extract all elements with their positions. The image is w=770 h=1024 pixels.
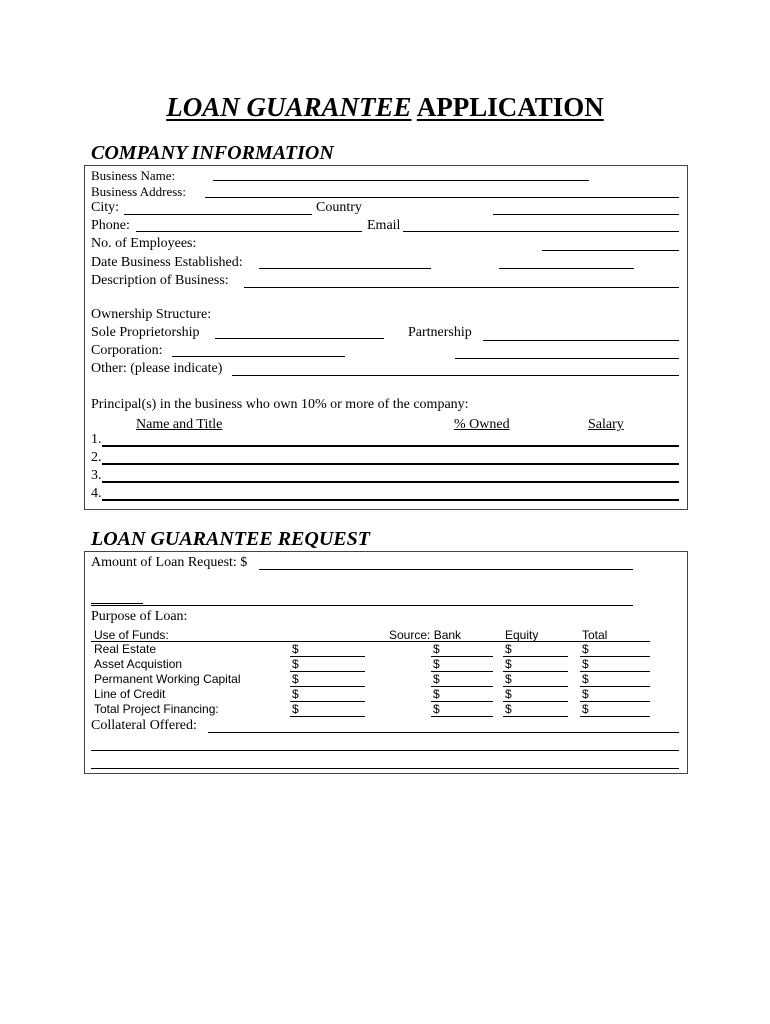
sole-proprietorship-label: Sole Proprietorship <box>91 325 200 340</box>
col-name-title: Name and Title <box>136 417 223 432</box>
line-of-credit-amount-field[interactable] <box>290 701 365 702</box>
principal-row-2-label: 2. <box>91 450 102 465</box>
total-financing-amount-field[interactable] <box>290 716 365 717</box>
partnership-label: Partnership <box>408 325 472 340</box>
real-estate-bank-dollar: $ <box>433 642 440 656</box>
collateral-field-1[interactable] <box>208 732 679 733</box>
country-field[interactable] <box>493 214 679 215</box>
business-name-label: Business Name: <box>91 168 176 183</box>
asset-equity-field[interactable] <box>503 671 568 672</box>
other-field[interactable] <box>232 375 679 376</box>
col-percent-owned: % Owned <box>454 417 510 432</box>
corporation-extra-field[interactable] <box>455 358 679 359</box>
principal-row-1-label: 1. <box>91 432 102 447</box>
working-capital-bank-dollar: $ <box>433 672 440 686</box>
line-of-credit-total-dollar: $ <box>582 687 589 701</box>
country-label: Country <box>316 200 362 215</box>
email-label: Email <box>367 218 401 233</box>
phone-field[interactable] <box>136 231 362 232</box>
employees-field[interactable] <box>542 250 679 251</box>
sole-proprietorship-field[interactable] <box>215 338 384 339</box>
asset-total-field[interactable] <box>580 671 650 672</box>
line-of-credit-bank-field[interactable] <box>431 701 493 702</box>
loan-request-heading: LOAN GUARANTEE REQUEST <box>91 528 370 550</box>
title-part-1: LOAN GUARANTEE <box>166 92 412 122</box>
collateral-label: Collateral Offered: <box>91 718 197 733</box>
working-capital-equity-dollar: $ <box>505 672 512 686</box>
line-of-credit-dollar: $ <box>292 687 299 701</box>
loan-extra-short-field[interactable] <box>91 603 143 604</box>
total-financing-total-dollar: $ <box>582 702 589 716</box>
total-financing-equity-field[interactable] <box>503 716 568 717</box>
asset-total-dollar: $ <box>582 657 589 671</box>
working-capital-bank-field[interactable] <box>431 686 493 687</box>
principals-label: Principal(s) in the business who own 10% or more of the company: <box>91 397 469 412</box>
ownership-label: Ownership Structure: <box>91 307 212 322</box>
use-of-funds-header: Use of Funds: <box>94 628 169 642</box>
line-of-credit-bank-dollar: $ <box>433 687 440 701</box>
employees-label: No. of Employees: <box>91 236 197 251</box>
use-real-estate: Real Estate <box>94 642 157 656</box>
total-financing-dollar: $ <box>292 702 299 716</box>
total-financing-equity-dollar: $ <box>505 702 512 716</box>
city-field[interactable] <box>124 214 312 215</box>
equity-header: Equity <box>505 628 539 642</box>
asset-equity-dollar: $ <box>505 657 512 671</box>
loan-amount-field[interactable] <box>259 569 633 570</box>
real-estate-total-field[interactable] <box>580 656 650 657</box>
real-estate-equity-field[interactable] <box>503 656 568 657</box>
line-of-credit-equity-field[interactable] <box>503 701 568 702</box>
source-bank-header: Source: Bank <box>389 628 462 642</box>
loan-amount-label: Amount of Loan Request: $ <box>91 555 248 570</box>
loan-extra-long-field[interactable] <box>91 605 633 606</box>
description-field[interactable] <box>244 287 679 288</box>
asset-amount-field[interactable] <box>290 671 365 672</box>
use-working-capital: Permanent Working Capital <box>94 672 241 686</box>
working-capital-amount-field[interactable] <box>290 686 365 687</box>
other-label: Other: (please indicate) <box>91 361 223 376</box>
corporation-field[interactable] <box>172 356 345 357</box>
use-asset-acquistion: Asset Acquistion <box>94 657 183 671</box>
working-capital-equity-field[interactable] <box>503 686 568 687</box>
description-label: Description of Business: <box>91 273 229 288</box>
date-established-field[interactable] <box>259 268 431 269</box>
working-capital-total-field[interactable] <box>580 686 650 687</box>
city-label: City: <box>91 200 120 215</box>
col-salary: Salary <box>588 417 624 432</box>
total-financing-bank-dollar: $ <box>433 702 440 716</box>
real-estate-amount-field[interactable] <box>290 656 365 657</box>
date-established-label: Date Business Established: <box>91 255 243 270</box>
purpose-label: Purpose of Loan: <box>91 609 188 624</box>
business-address-label: Business Address: <box>91 184 186 199</box>
corporation-label: Corporation: <box>91 343 163 358</box>
business-address-field[interactable] <box>205 197 679 198</box>
working-capital-total-dollar: $ <box>582 672 589 686</box>
page-title <box>0 92 770 123</box>
real-estate-equity-dollar: $ <box>505 642 512 656</box>
phone-label: Phone: <box>91 218 130 233</box>
use-total-project-financing: Total Project Financing: <box>94 702 219 716</box>
total-financing-bank-field[interactable] <box>431 716 493 717</box>
title-part-2: APPLICATION <box>416 92 604 122</box>
company-info-heading: COMPANY INFORMATION <box>91 142 334 164</box>
date-established-extra-field[interactable] <box>499 268 634 269</box>
asset-bank-field[interactable] <box>431 671 493 672</box>
funds-header-rule <box>91 641 650 642</box>
principal-row-3-field[interactable] <box>102 481 679 483</box>
partnership-field[interactable] <box>483 340 679 341</box>
business-name-field[interactable] <box>213 180 589 181</box>
asset-bank-dollar: $ <box>433 657 440 671</box>
principal-row-1-field[interactable] <box>102 445 679 447</box>
total-header: Total <box>582 628 608 642</box>
real-estate-bank-field[interactable] <box>431 656 493 657</box>
real-estate-total-dollar: $ <box>582 642 589 656</box>
asset-dollar: $ <box>292 657 299 671</box>
use-line-of-credit: Line of Credit <box>94 687 166 701</box>
email-field[interactable] <box>403 231 679 232</box>
principal-row-4-label: 4. <box>91 486 102 501</box>
collateral-field-2[interactable] <box>91 750 679 751</box>
principal-row-4-field[interactable] <box>102 499 679 501</box>
line-of-credit-total-field[interactable] <box>580 701 650 702</box>
total-financing-total-field[interactable] <box>580 716 650 717</box>
principal-row-3-label: 3. <box>91 468 102 483</box>
line-of-credit-equity-dollar: $ <box>505 687 512 701</box>
working-capital-dollar: $ <box>292 672 299 686</box>
real-estate-dollar: $ <box>292 642 299 656</box>
collateral-field-3[interactable] <box>91 768 679 769</box>
principal-row-2-field[interactable] <box>102 463 679 465</box>
